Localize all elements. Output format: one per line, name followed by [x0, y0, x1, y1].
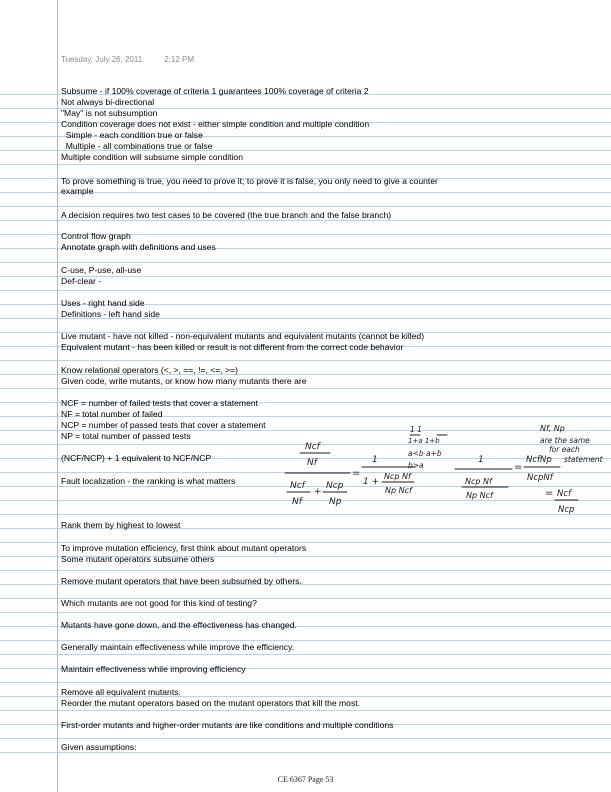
- hw-nf: Nf: [307, 458, 317, 468]
- note-line: Not always bi-directional: [61, 97, 155, 107]
- note-line: Know relational operators (<, >, ==, !=, <=, >=): [61, 365, 238, 375]
- note-line: Given assumptions:: [61, 742, 137, 752]
- note-line: Mutants have gone down, and the effectiveness has changed.: [61, 620, 297, 630]
- hw-plus: +: [314, 487, 322, 497]
- note-line: Annotate graph with definitions and uses: [61, 242, 216, 252]
- note-line: To prove something is true, you need to prove it; to prove it is false, you only need to give a counter: [61, 176, 438, 186]
- hw-ncf: Ncf: [290, 481, 305, 491]
- note-line: To improve mutation efficiency, first think about mutant operators: [61, 543, 307, 553]
- hw-ncf2: Ncf: [557, 489, 572, 499]
- hw-ncf: Ncf: [305, 442, 320, 452]
- hw-ineq: 1 1: [410, 425, 422, 434]
- note-line: example: [61, 186, 94, 196]
- note-line: First-order mutants and higher-order mutants are like conditions and multiple conditions: [61, 720, 394, 730]
- note-line: NF = total number of failed: [61, 409, 163, 419]
- hw-ncp2: Ncp: [558, 505, 575, 515]
- hw-ineq: 1+a 1+b: [408, 437, 440, 445]
- note-line: "May" is not subsumption: [61, 108, 158, 118]
- hw-one: 1: [372, 455, 378, 465]
- hw-note: for each: [549, 445, 580, 454]
- note-line: Given code, write mutants, or know how many mutants there are: [61, 376, 307, 386]
- note-line: Generally maintain effectiveness while improve the efficiency.: [61, 642, 295, 652]
- hw-equals: =: [352, 468, 361, 479]
- hw-np-ncf: Np Ncf: [466, 491, 493, 500]
- note-line: Multiple - all combinations true or false: [61, 141, 213, 151]
- hw-note: are the same: [540, 436, 590, 445]
- note-line: Which mutants are not good for this kind of testing?: [61, 598, 257, 608]
- note-line: Some mutant operators subsume others: [61, 554, 215, 564]
- hw-one: 1: [478, 455, 484, 465]
- note-line: Live mutant - have not killed - non-equivalent mutants and equivalent mutants (cannot be killed): [61, 331, 425, 341]
- hw-ncp-nf: Ncp Nf: [465, 477, 492, 486]
- note-line: Maintain effectiveness while improving efficiency: [61, 664, 246, 674]
- note-line: A decision requires two test cases to be covered (the true branch and the false branch): [61, 210, 392, 220]
- note-line: Condition coverage does not exist - either simple condition and multiple condition: [61, 119, 370, 129]
- header-time: 2:12 PM: [164, 55, 195, 64]
- note-line: Multiple condition will subsume simple condition: [61, 152, 243, 162]
- note-line: Fault localization - the ranking is what matters: [61, 476, 236, 486]
- note-line: Remove mutant operators that have been subsumed by others.: [61, 576, 302, 586]
- hw-ncf-np: NcfNp: [526, 455, 552, 465]
- hw-one-plus: 1 +: [363, 477, 380, 487]
- hw-ineq: b>a: [408, 461, 424, 470]
- note-line: Reorder the mutant operators based on the mutant operators that kill the most.: [61, 698, 361, 708]
- note-line: NCP = number of passed tests that cover a statement: [61, 420, 266, 430]
- hw-ineq: a<b a+b: [408, 449, 442, 458]
- note-line: Subsume - if 100% coverage of criteria 1 guarantees 100% coverage of criteria 2: [61, 86, 369, 96]
- note-line: Remove all equivalent mutants.: [61, 687, 181, 697]
- hw-note: Nf, Np: [540, 424, 565, 433]
- note-line: Control flow graph: [61, 231, 131, 241]
- note-line: Definitions - left hand side: [61, 309, 160, 319]
- hw-np: Np: [329, 497, 342, 507]
- hw-ncp-nf2: NcpNf: [527, 473, 553, 483]
- hw-np-ncf: Np Ncf: [385, 486, 412, 495]
- note-line: NCF = number of failed tests that cover a statement: [61, 398, 259, 408]
- note-line: C-use, P-use, all-use: [61, 265, 142, 275]
- hw-note: statement: [564, 455, 603, 464]
- note-line: NP = total number of passed tests: [61, 431, 191, 441]
- hw-equals: =: [545, 488, 554, 499]
- hw-ncp: Ncp: [326, 481, 344, 491]
- note-line: Uses - right hand side: [61, 298, 145, 308]
- note-line: Rank them by highest to lowest: [61, 520, 181, 530]
- hw-ncp-nf: Ncp Nf: [384, 472, 411, 481]
- note-line: (NCF/NCP) + 1 equivalent to NCF/NCP: [61, 453, 212, 463]
- header-date: Tuesday, July 26, 2011: [61, 55, 143, 64]
- page-footer: CE 6367 Page 53: [277, 775, 334, 784]
- note-line: Equivalent mutant - has been killed or result is not different from the correct code behavior: [61, 342, 404, 352]
- note-line: Simple - each condition true or false: [61, 130, 203, 140]
- note-line: Def-clear -: [61, 276, 102, 286]
- hw-nf: Nf: [292, 497, 302, 507]
- hw-equals: =: [514, 462, 523, 473]
